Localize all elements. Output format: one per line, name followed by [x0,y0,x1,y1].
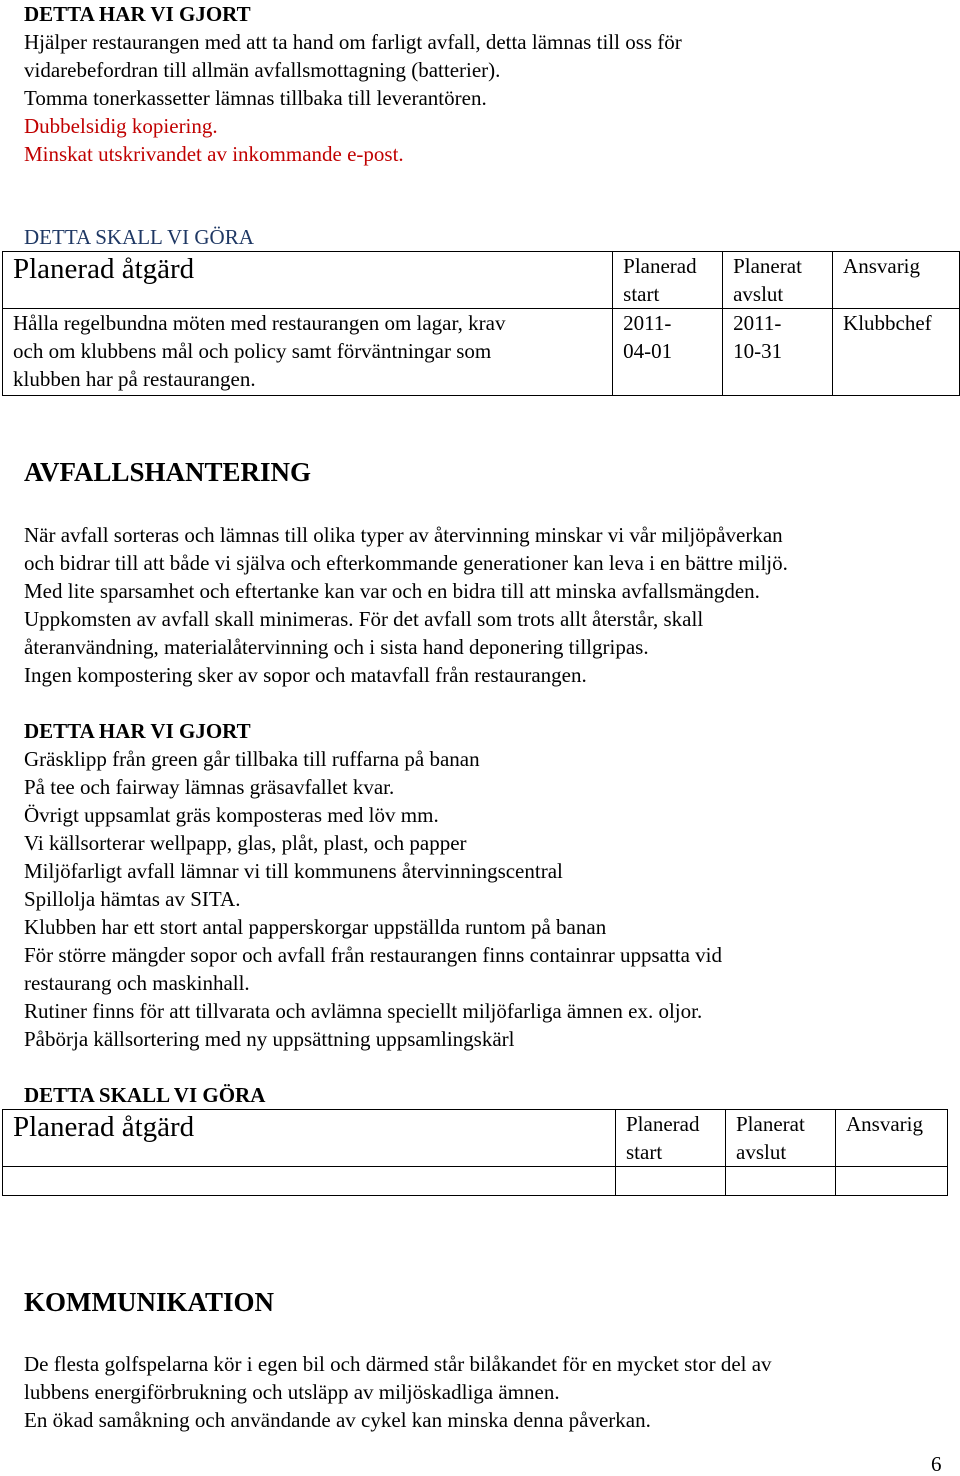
text-line: vidarebefordran till allmän avfallsmottagning (batterier). [24,58,501,82]
table-header-row [3,1110,948,1167]
text-line: och bidrar till att både vi själva och efterkommande generationer kan leva i en bättre miljö. [24,551,788,575]
row-start-text: 2011- [623,311,672,335]
text-line: Övrigt uppsamlat gräs komposteras med löv mm. [24,803,439,827]
section-done-2 [24,717,944,1053]
text-line: Rutiner finns för att tillvarata och avlämna speciellt miljöfarliga ämnen ex. oljor. [24,999,703,1023]
row-end-text: 10-31 [733,339,783,363]
text-line: De flesta golfspelarna kör i egen bil och därmed står bilåkandet för en mycket stor del av [24,1352,772,1376]
text-line: En ökad samåkning och användande av cykel kan minska denna påverkan. [24,1408,651,1432]
col-start-label: start [626,1140,663,1164]
col-start-header [613,252,723,309]
col-action-label: Planerad åtgärd [13,253,195,285]
col-start-label: Planerad [626,1112,700,1136]
empty-cell [3,1167,616,1196]
page-number: 6 [931,1452,942,1476]
text-line: Med lite sparsamhet och eftertanke kan var och en bidra till att minska avfallsmängden. [24,579,760,603]
plan-table-2 [2,1109,948,1196]
section-done-1 [24,0,944,168]
row-action-text: klubben har på restaurangen. [13,367,256,391]
text-line: Uppkomsten av avfall skall minimeras. För det avfall som trots allt återstår, skall [24,607,704,631]
row-end-text: 2011- [733,311,782,335]
text-line: restaurang och maskinhall. [24,971,250,995]
row-resp-cell [833,309,960,396]
col-start-label: Planerad [623,254,697,278]
row-end-cell [723,309,833,396]
table-row [3,309,960,396]
kommunikation-heading: KOMMUNIKATION [24,1287,274,1317]
kommunikation-paragraph [24,1350,944,1434]
empty-cell [616,1167,726,1196]
col-resp-header [836,1110,948,1167]
text-line: Vi källsorterar wellpapp, glas, plåt, plast, och papper [24,831,467,855]
col-start-header [616,1110,726,1167]
table-header-row [3,252,960,309]
empty-cell [836,1167,948,1196]
text-line: Tomma tonerkassetter lämnas tillbaka till leverantören. [24,86,487,110]
col-resp-label: Ansvarig [846,1112,923,1136]
col-end-label: avslut [733,282,784,306]
table-row-empty [3,1167,948,1196]
text-line: Miljöfarligt avfall lämnar vi till kommunens återvinningscentral [24,859,563,883]
row-resp-text: Klubbchef [843,311,932,335]
plan-table-1 [2,251,960,396]
text-line: Spillolja hämtas av SITA. [24,887,241,911]
col-end-header [723,252,833,309]
text-line: Påbörja källsortering med ny uppsättning uppsamlingskärl [24,1027,515,1051]
col-end-header [726,1110,836,1167]
row-action-cell [3,309,613,396]
text-line-red: Dubbelsidig kopiering. [24,114,218,138]
text-line: Gräsklipp från green går tillbaka till ruffarna på banan [24,747,480,771]
row-start-cell [613,309,723,396]
text-line-red: Minskat utskrivandet av inkommande e-post. [24,142,404,166]
text-line: Klubben har ett stort antal papperskorgar uppställda runtom på banan [24,915,607,939]
col-action-header [3,252,613,309]
row-start-text: 04-01 [623,339,673,363]
text-line: Ingen kompostering sker av sopor och matavfall från restaurangen. [24,663,587,687]
avfall-paragraph [24,521,944,689]
text-line: Hjälper restaurangen med att ta hand om farligt avfall, detta lämnas till oss för [24,30,682,54]
col-action-header [3,1110,616,1167]
text-line: återanvändning, materialåtervinning och i sista hand deponering tillgripas. [24,635,649,659]
row-action-text: och om klubbens mål och policy samt förväntningar som [13,339,492,363]
text-line: För större mängder sopor och avfall från restaurangen finns containrar uppsatta vid [24,943,723,967]
col-end-label: Planerat [736,1112,805,1136]
section-heading-todo-1: DETTA SKALL VI GÖRA [24,225,254,249]
col-resp-label: Ansvarig [843,254,921,278]
section-heading: DETTA HAR VI GJORT [24,719,251,743]
text-line: När avfall sorteras och lämnas till olika typer av återvinning minskar vi vår miljöpåverkan [24,523,783,547]
text-line: På tee och fairway lämnas gräsavfallet kvar. [24,775,395,799]
empty-cell [726,1167,836,1196]
col-end-label: avslut [736,1140,787,1164]
row-action-text: Hålla regelbundna möten med restaurangen om lagar, krav [13,311,506,335]
col-resp-header [833,252,960,309]
text-line: lubbens energiförbrukning och utsläpp av miljöskadliga ämnen. [24,1380,560,1404]
section-heading-todo-2: DETTA SKALL VI GÖRA [24,1083,266,1107]
section-heading: DETTA HAR VI GJORT [24,2,251,26]
col-start-label: start [623,282,660,306]
col-action-label: Planerad åtgärd [13,1111,195,1143]
avfall-heading: AVFALLSHANTERING [24,457,312,487]
col-end-label: Planerat [733,254,802,278]
